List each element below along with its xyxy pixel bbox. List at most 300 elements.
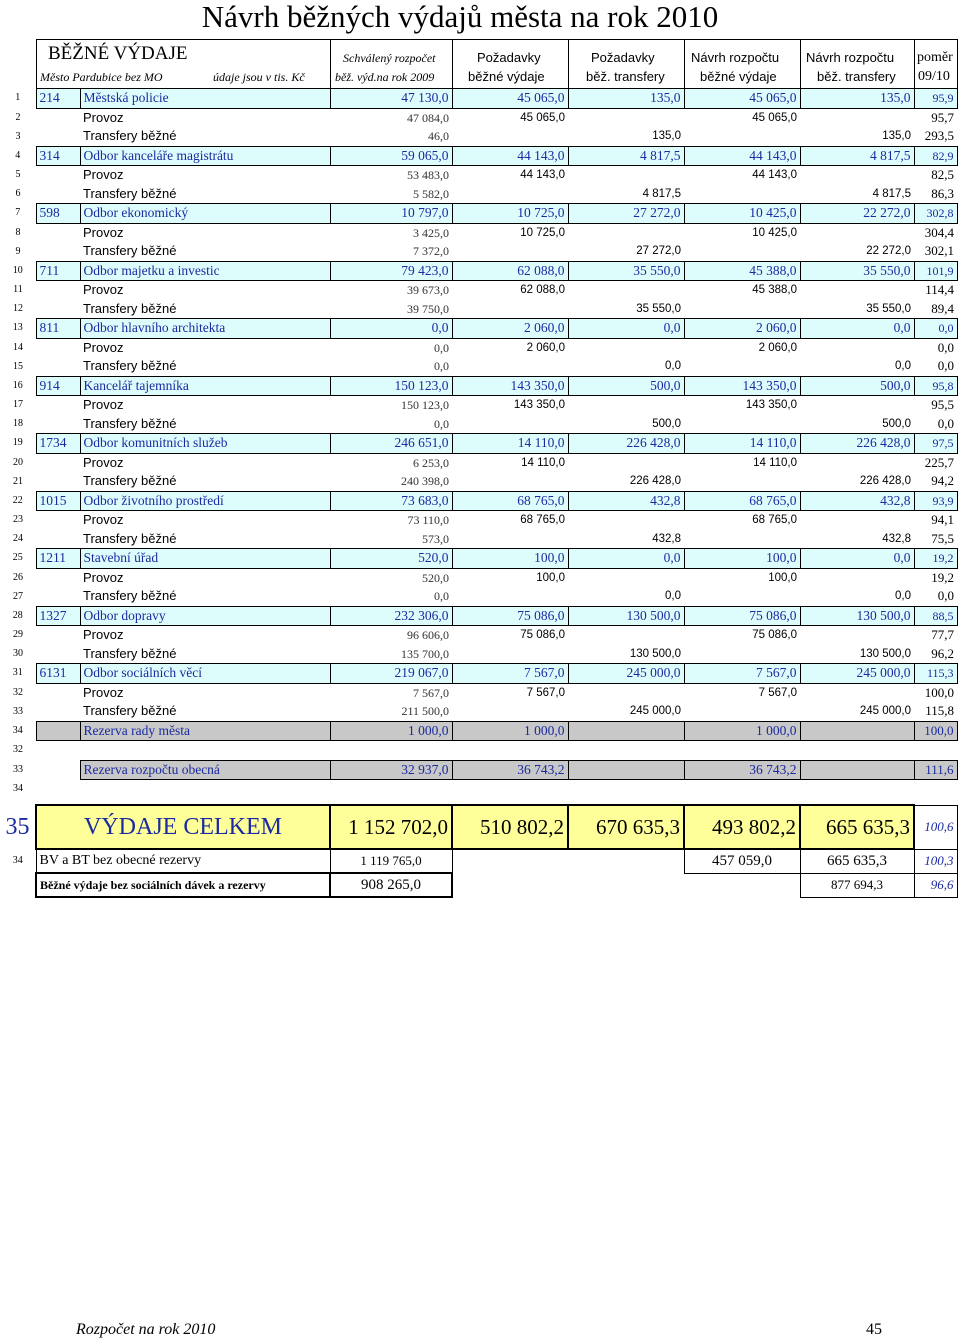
department-code xyxy=(36,166,80,185)
col-ratio-label-2: 09/10 xyxy=(918,69,950,84)
value-req-tr: 27 272,0 xyxy=(636,245,681,258)
value-approved xyxy=(330,741,452,761)
ratio-value: 0,0 xyxy=(914,319,957,339)
value-prop-curr: 7 567,0 xyxy=(684,664,800,684)
value-approved: 53 483,0 xyxy=(407,168,449,183)
value-req-curr: 62 088,0 xyxy=(520,284,565,297)
value-approved: 73 110,0 xyxy=(407,513,449,528)
department-row xyxy=(0,606,957,626)
row-label: Provoz xyxy=(83,684,124,700)
department-code xyxy=(36,702,80,721)
department-code xyxy=(36,453,80,472)
ratio-value: 82,5 xyxy=(931,167,954,183)
value-prop-tr xyxy=(800,683,914,702)
page-title: Návrh běžných výdajů města na rok 2010 xyxy=(201,0,719,34)
total-ratio: 100,6 xyxy=(914,805,957,849)
department-code: 1327 xyxy=(36,606,80,626)
value-prop-curr: 10 425,0 xyxy=(752,226,797,239)
value-prop-tr: 35 550,0 xyxy=(866,302,911,315)
value-prop-tr: 130 500,0 xyxy=(800,606,914,626)
value-req-curr: 44 143,0 xyxy=(520,169,565,182)
row-number: 25 xyxy=(12,552,23,564)
row-label: Rezerva rady města xyxy=(80,721,330,741)
value-approved: 47 130,0 xyxy=(330,89,452,109)
value-prop-curr: 7 567,0 xyxy=(758,686,797,699)
value-req-curr xyxy=(452,357,568,376)
value-req-curr xyxy=(452,702,568,721)
no-social-approved: 908 265,0 xyxy=(330,873,452,897)
row-label: Transfery běžné xyxy=(83,703,177,719)
row-label: Provoz xyxy=(83,512,124,528)
row-number: 13 xyxy=(12,322,23,334)
row-label: Transfery běžné xyxy=(83,415,177,431)
value-prop-tr: 226 428,0 xyxy=(859,475,911,488)
value-req-tr xyxy=(568,396,684,415)
value-prop-curr: 1 000,0 xyxy=(684,721,800,741)
value-prop-tr: 500,0 xyxy=(882,417,911,430)
row-number: 12 xyxy=(13,303,23,314)
table-row xyxy=(0,760,957,780)
block-title: BĚŽNÉ VÝDAJE xyxy=(48,43,188,64)
department-code xyxy=(36,587,80,606)
row-label: Provoz xyxy=(83,569,124,585)
detail-row xyxy=(0,453,957,472)
department-code xyxy=(36,511,80,530)
detail-row xyxy=(0,472,957,491)
value-req-tr xyxy=(568,721,684,741)
value-prop-curr xyxy=(684,645,800,664)
ratio-value: 95,5 xyxy=(931,397,954,413)
ratio-value: 111,6 xyxy=(914,760,957,780)
row-number: 19 xyxy=(12,437,23,449)
code-cell xyxy=(36,721,80,741)
department-code xyxy=(36,338,80,357)
value-prop-tr: 245 000,0 xyxy=(859,705,911,718)
row-number: 21 xyxy=(13,475,23,487)
detail-row xyxy=(0,683,957,702)
bt-ratio: 100,3 xyxy=(914,849,957,873)
value-prop-curr xyxy=(684,530,800,549)
value-prop-curr: 14 110,0 xyxy=(684,434,800,454)
row-label: Transfery běžné xyxy=(83,530,177,546)
value-prop-curr xyxy=(684,127,800,146)
value-approved: 5 582,0 xyxy=(413,186,449,201)
detail-row xyxy=(0,242,957,261)
row-label: Odbor sociálních věcí xyxy=(80,664,330,684)
value-req-curr: 14 110,0 xyxy=(521,456,565,469)
detail-row xyxy=(0,396,957,415)
ratio-value: 19,2 xyxy=(914,549,957,569)
value-prop-tr: 0,0 xyxy=(895,590,911,603)
row-number: 23 xyxy=(13,514,23,525)
row-label: Transfery běžné xyxy=(83,358,177,374)
col-prop-tr-label-1: Návrh rozpočtu xyxy=(806,50,895,65)
col-req-tr-label-1: Požadavky xyxy=(591,50,655,65)
department-code xyxy=(36,281,80,300)
detail-row xyxy=(0,645,957,664)
value-req-tr: 432,8 xyxy=(568,491,684,511)
value-prop-curr: 75 086,0 xyxy=(684,606,800,626)
value-approved: 1 000,0 xyxy=(330,721,452,741)
value-approved: 0,0 xyxy=(434,340,449,355)
department-row xyxy=(0,204,957,224)
department-row xyxy=(0,319,957,339)
value-prop-tr xyxy=(800,721,914,741)
value-approved: 0,0 xyxy=(434,359,449,374)
no-social-label: Běžné výdaje bez sociálních dávek a rezervy xyxy=(36,873,330,897)
no-social-row xyxy=(0,873,957,897)
department-code xyxy=(36,357,80,376)
department-code xyxy=(36,626,80,645)
ratio-value: 114,4 xyxy=(925,282,954,298)
value-prop-tr: 500,0 xyxy=(800,376,914,396)
detail-row xyxy=(0,530,957,549)
row-label: Transfery běžné xyxy=(83,185,177,201)
row-number: 32 xyxy=(13,686,23,698)
ratio-value: 88,5 xyxy=(914,606,957,626)
department-code xyxy=(36,415,80,434)
value-prop-curr xyxy=(684,587,800,606)
row-label: Transfery běžné xyxy=(83,473,177,489)
value-approved: 520,0 xyxy=(422,570,449,585)
row-label: Provoz xyxy=(83,282,124,298)
value-req-curr: 45 065,0 xyxy=(520,111,565,124)
value-req-tr: 245 000,0 xyxy=(629,705,681,718)
row-number: 1 xyxy=(15,92,21,104)
value-req-tr: 135,0 xyxy=(652,130,681,143)
row-number: 31 xyxy=(12,667,23,679)
value-req-curr: 10 725,0 xyxy=(520,226,565,239)
value-req-tr: 226 428,0 xyxy=(568,434,684,454)
table-row xyxy=(0,721,957,741)
ratio-value: 95,8 xyxy=(914,376,957,396)
value-prop-curr: 45 065,0 xyxy=(684,89,800,109)
total-row xyxy=(0,805,957,849)
row-label: Odbor komunitních služeb xyxy=(80,434,330,454)
department-code xyxy=(36,530,80,549)
ratio-value: 0,0 xyxy=(937,358,954,374)
value-prop-tr xyxy=(800,166,914,185)
value-req-tr: 4 817,5 xyxy=(642,187,681,200)
department-code: 1734 xyxy=(36,434,80,454)
row-label: Provoz xyxy=(83,339,124,355)
col-req-curr-label-2: běžné výdaje xyxy=(468,69,545,84)
row-number: 22 xyxy=(12,494,23,506)
value-req-tr: 432,8 xyxy=(652,532,681,545)
value-req-tr: 0,0 xyxy=(568,319,684,339)
department-code xyxy=(36,108,80,127)
footer-text: Rozpočet na rok 2010 xyxy=(76,1321,216,1338)
department-code: 1015 xyxy=(36,491,80,511)
ratio-value xyxy=(914,780,957,799)
value-prop-tr xyxy=(800,780,914,799)
value-approved: 32 937,0 xyxy=(330,760,452,780)
value-prop-curr: 14 110,0 xyxy=(753,456,797,469)
value-approved: 59 065,0 xyxy=(330,146,452,166)
row-label: Provoz xyxy=(83,627,124,643)
value-req-tr: 130 500,0 xyxy=(568,606,684,626)
value-req-curr: 10 725,0 xyxy=(452,204,568,224)
value-req-tr xyxy=(568,453,684,472)
ratio-value: 101,9 xyxy=(914,261,957,281)
row-label: Provoz xyxy=(83,454,124,470)
totals-table xyxy=(0,804,958,898)
value-prop-tr xyxy=(800,453,914,472)
ratio-value: 302,1 xyxy=(924,243,954,259)
value-req-curr: 1 000,0 xyxy=(452,721,568,741)
value-req-curr xyxy=(452,185,568,204)
row-number: 7 xyxy=(15,207,21,219)
bt-prop-tr: 665 635,3 xyxy=(800,849,914,873)
row-number: 24 xyxy=(13,533,23,544)
value-req-tr: 4 817,5 xyxy=(568,146,684,166)
ratio-value: 95,7 xyxy=(931,109,954,125)
ratio-value: 97,5 xyxy=(914,434,957,454)
value-approved: 3 425,0 xyxy=(413,225,449,240)
value-prop-tr xyxy=(800,511,914,530)
row-label: Transfery běžné xyxy=(83,300,177,316)
department-row xyxy=(0,491,957,511)
bt-approved: 1 119 765,0 xyxy=(330,849,452,873)
value-approved: 7 372,0 xyxy=(413,244,449,259)
value-req-curr xyxy=(452,780,568,799)
department-row xyxy=(0,549,957,569)
row-label: Transfery běžné xyxy=(83,645,177,661)
row-number: 15 xyxy=(13,360,23,372)
row-number: 33 xyxy=(13,705,23,717)
row-number: 4 xyxy=(15,149,21,161)
ratio-value: 100,0 xyxy=(914,721,957,741)
row-number: 5 xyxy=(15,169,21,180)
value-req-curr xyxy=(452,242,568,261)
value-prop-curr xyxy=(684,702,800,721)
row-label: Odbor ekonomický xyxy=(80,204,330,224)
ratio-value: 304,4 xyxy=(924,224,954,240)
department-code xyxy=(36,300,80,319)
value-req-tr xyxy=(568,108,684,127)
value-req-tr xyxy=(568,223,684,242)
total-prop-curr: 493 802,2 xyxy=(684,805,800,849)
value-req-tr xyxy=(568,760,684,780)
value-prop-curr: 45 388,0 xyxy=(752,284,797,297)
ratio-value: 115,3 xyxy=(914,664,957,684)
row-number: 20 xyxy=(13,456,23,468)
value-req-curr: 75 086,0 xyxy=(452,606,568,626)
value-req-curr: 62 088,0 xyxy=(452,261,568,281)
code-cell xyxy=(36,760,80,780)
no-social-ratio: 96,6 xyxy=(914,873,957,897)
value-prop-tr xyxy=(800,281,914,300)
detail-row xyxy=(0,702,957,721)
ratio-value: 77,7 xyxy=(931,627,954,643)
value-prop-tr xyxy=(800,338,914,357)
bt-label: BV a BT bez obecné rezervy xyxy=(36,849,330,873)
value-req-tr: 35 550,0 xyxy=(636,302,681,315)
row-label: Odbor životního prostředí xyxy=(80,491,330,511)
row-number: 11 xyxy=(13,284,23,295)
department-code xyxy=(36,185,80,204)
value-req-curr: 68 765,0 xyxy=(452,491,568,511)
page-number: 45 xyxy=(866,1321,882,1338)
row-number: 10 xyxy=(12,264,23,276)
detail-row xyxy=(0,626,957,645)
value-approved: 240 398,0 xyxy=(401,474,449,489)
value-prop-tr: 226 428,0 xyxy=(800,434,914,454)
row-label: Odbor kanceláře magistrátu xyxy=(80,146,330,166)
row-number: 6 xyxy=(15,188,21,199)
value-prop-tr xyxy=(800,108,914,127)
value-approved: 39 750,0 xyxy=(407,301,449,316)
value-req-curr: 100,0 xyxy=(452,549,568,569)
value-req-curr xyxy=(452,415,568,434)
bt-prop-curr: 457 059,0 xyxy=(684,849,800,873)
value-req-tr xyxy=(568,338,684,357)
value-prop-tr: 432,8 xyxy=(882,532,911,545)
value-req-curr: 2 060,0 xyxy=(526,341,565,354)
value-approved: 47 084,0 xyxy=(407,110,449,125)
value-req-tr xyxy=(568,568,684,587)
budget-table xyxy=(0,88,958,799)
value-prop-curr xyxy=(684,415,800,434)
row-label: Odbor dopravy xyxy=(80,606,330,626)
code-cell xyxy=(36,741,80,761)
row-number: 17 xyxy=(13,399,23,410)
no-social-prop-tr: 877 694,3 xyxy=(800,873,914,897)
value-approved: 135 700,0 xyxy=(401,646,449,661)
value-prop-tr xyxy=(800,223,914,242)
value-req-tr xyxy=(568,281,684,300)
value-req-tr xyxy=(568,741,684,761)
detail-row xyxy=(0,415,957,434)
value-req-curr: 7 567,0 xyxy=(452,664,568,684)
value-prop-tr: 135,0 xyxy=(882,130,911,143)
value-req-curr xyxy=(452,587,568,606)
ratio-value: 100,0 xyxy=(924,684,954,700)
value-prop-curr: 36 743,2 xyxy=(684,760,800,780)
value-prop-tr xyxy=(800,396,914,415)
value-req-tr: 27 272,0 xyxy=(568,204,684,224)
value-req-tr: 500,0 xyxy=(568,376,684,396)
value-req-curr: 44 143,0 xyxy=(452,146,568,166)
ratio-value: 0,0 xyxy=(937,339,954,355)
department-code xyxy=(36,645,80,664)
value-prop-curr: 2 060,0 xyxy=(758,341,797,354)
row-number: 28 xyxy=(12,609,23,621)
value-prop-tr: 432,8 xyxy=(800,491,914,511)
detail-row xyxy=(0,281,957,300)
value-approved: 219 067,0 xyxy=(330,664,452,684)
value-prop-tr: 0,0 xyxy=(800,319,914,339)
value-req-curr: 100,0 xyxy=(536,571,565,584)
detail-row xyxy=(0,185,957,204)
value-prop-curr xyxy=(684,472,800,491)
value-req-tr: 0,0 xyxy=(568,549,684,569)
ratio-value: 19,2 xyxy=(931,569,954,585)
row-number: 9 xyxy=(15,245,21,257)
col-approved-label-2: běž. výd.na rok 2009 xyxy=(335,70,435,84)
row-label xyxy=(80,780,330,799)
row-label: Odbor hlavního architekta xyxy=(80,319,330,339)
value-req-tr xyxy=(568,626,684,645)
row-label: Provoz xyxy=(83,167,124,183)
department-code: 711 xyxy=(36,261,80,281)
value-approved: 96 606,0 xyxy=(407,628,449,643)
ratio-value xyxy=(914,741,957,761)
value-req-tr: 245 000,0 xyxy=(568,664,684,684)
value-req-tr: 0,0 xyxy=(665,360,681,373)
department-row xyxy=(0,89,957,109)
ratio-value: 93,9 xyxy=(914,491,957,511)
row-label: Transfery běžné xyxy=(83,588,177,604)
row-label: Stavební úřad xyxy=(80,549,330,569)
value-approved: 232 306,0 xyxy=(330,606,452,626)
value-req-curr xyxy=(452,741,568,761)
value-approved: 10 797,0 xyxy=(330,204,452,224)
row-number: 14 xyxy=(13,341,23,353)
value-approved: 573,0 xyxy=(422,531,449,546)
ratio-value: 0,0 xyxy=(937,588,954,604)
row-number: 34 xyxy=(13,783,23,794)
department-row xyxy=(0,146,957,166)
row-label: Provoz xyxy=(83,397,124,413)
value-req-curr xyxy=(452,472,568,491)
value-req-tr: 500,0 xyxy=(652,417,681,430)
detail-row xyxy=(0,511,957,530)
detail-row xyxy=(0,568,957,587)
value-req-curr xyxy=(452,645,568,664)
value-req-curr: 36 743,2 xyxy=(452,760,568,780)
value-prop-curr xyxy=(684,357,800,376)
value-approved: 246 651,0 xyxy=(330,434,452,454)
row-number: 26 xyxy=(13,571,23,583)
value-req-tr: 0,0 xyxy=(665,590,681,603)
ratio-value: 94,2 xyxy=(931,473,954,489)
row-label: Provoz xyxy=(83,224,124,240)
row-number: 29 xyxy=(13,629,23,640)
col-ratio-label-1: poměr xyxy=(917,50,953,65)
department-code xyxy=(36,127,80,146)
value-req-curr: 75 086,0 xyxy=(520,629,565,642)
value-req-curr: 143 350,0 xyxy=(452,376,568,396)
value-prop-curr: 68 765,0 xyxy=(752,514,797,527)
department-code: 914 xyxy=(36,376,80,396)
value-prop-tr: 130 500,0 xyxy=(859,647,911,660)
detail-row xyxy=(0,127,957,146)
row-label: Provoz xyxy=(83,109,124,125)
value-req-tr xyxy=(568,166,684,185)
value-prop-curr: 143 350,0 xyxy=(745,399,797,412)
row-label: Rezerva rozpočtu obecná xyxy=(80,760,330,780)
value-prop-curr xyxy=(684,185,800,204)
department-code: 314 xyxy=(36,146,80,166)
table-header xyxy=(0,39,960,88)
department-code xyxy=(36,568,80,587)
value-approved: 0,0 xyxy=(434,589,449,604)
department-code xyxy=(36,396,80,415)
detail-row xyxy=(0,587,957,606)
value-prop-curr: 100,0 xyxy=(684,549,800,569)
value-prop-curr: 44 143,0 xyxy=(684,146,800,166)
detail-row xyxy=(0,108,957,127)
value-prop-curr: 2 060,0 xyxy=(684,319,800,339)
department-code xyxy=(36,242,80,261)
col-prop-tr-label-2: běž. transfery xyxy=(817,69,896,84)
city-note: Město Pardubice bez MO xyxy=(40,70,163,84)
ratio-value: 89,4 xyxy=(931,300,954,316)
row-number: 2 xyxy=(15,111,21,123)
value-prop-tr: 22 272,0 xyxy=(800,204,914,224)
value-prop-curr xyxy=(684,741,800,761)
